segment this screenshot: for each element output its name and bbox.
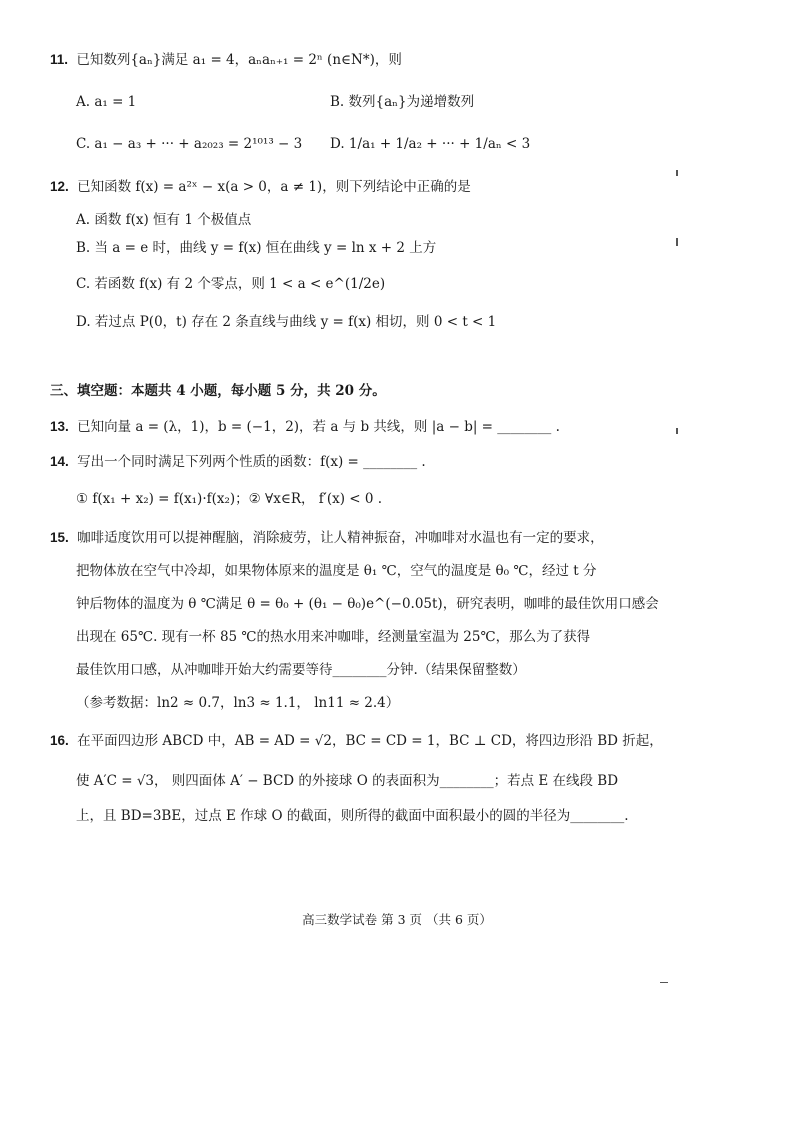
q11-option-b: B. 数列{aₙ}为递增数列 xyxy=(330,94,475,110)
q12-option-b: B. 当 a = e 时，曲线 y = f(x) 恒在曲线 y = ln x + 2 上方 xyxy=(76,240,437,256)
q16-line-2: 使 A′C = √3， 则四面体 A′ − BCD 的外接球 O 的表面积为________；若点 E 在线段 BD xyxy=(76,773,619,789)
q15-line-6: （参考数据：ln2 ≈ 0.7，ln3 ≈ 1.1， ln11 ≈ 2.4） xyxy=(76,695,400,711)
q15-text-1: 咖啡适度饮用可以提神醒脑，消除疲劳，让人精神振奋，冲咖啡对水温也有一定的要求， xyxy=(77,530,604,546)
q13-text: 已知向量 a = (λ，1)，b = (−1，2)，若 a 与 b 共线，则 |a − b| = ________ . xyxy=(77,419,560,435)
q13-line xyxy=(50,417,560,437)
q11-number: 11. xyxy=(50,52,69,67)
q15-line-4: 出现在 65℃. 现有一杯 85 ℃的热水用来冲咖啡，经测量室温为 25℃，那么为了获得 xyxy=(76,629,591,645)
q12-option-d: D. 若过点 P(0，t) 存在 2 条直线与曲线 y = f(x) 相切，则 0 < t < 1 xyxy=(76,314,497,330)
q12-stem-line xyxy=(50,177,471,197)
q12-option-a: A. 函数 f(x) 恒有 1 个极值点 xyxy=(76,212,252,228)
q12-stem: 已知函数 f(x) = a²ˣ − x(a > 0，a ≠ 1)，则下列结论中正确的是 xyxy=(77,179,471,195)
q11-option-a: A. a₁ = 1 xyxy=(76,94,137,110)
scan-mark xyxy=(660,982,668,983)
q12-number: 12. xyxy=(50,179,69,194)
q14-line-1 xyxy=(50,452,426,472)
q16-text-1: 在平面四边形 ABCD 中，AB = AD = √2，BC = CD = 1，BC ⊥ CD，将四边形沿 BD 折起， xyxy=(77,733,663,749)
page-footer: 高三数学试卷 第 3 页 （共 6 页） xyxy=(302,912,492,927)
q13-number: 13. xyxy=(50,419,69,434)
q15-line-1 xyxy=(50,528,604,548)
q11-stem-line xyxy=(50,50,402,70)
q15-line-2: 把物体放在空气中冷却，如果物体原来的温度是 θ₁ ℃，空气的温度是 θ₀ ℃，经过 t 分 xyxy=(76,563,597,579)
section-3-heading: 三、填空题：本题共 4 小题，每小题 5 分，共 20 分。 xyxy=(50,383,386,399)
q14-text-1: 写出一个同时满足下列两个性质的函数：f(x) = ________ . xyxy=(77,454,426,470)
scan-mark xyxy=(676,428,678,434)
q15-line-5: 最佳饮用口感，从冲咖啡开始大约需要等待________分钟.（结果保留整数） xyxy=(76,662,526,678)
q16-line-1 xyxy=(50,731,663,751)
q14-line-2: ① f(x₁ + x₂) = f(x₁)·f(x₂)；② ∀x∈R， f′(x) < 0 . xyxy=(76,491,383,507)
scan-mark xyxy=(676,170,678,176)
q14-number: 14. xyxy=(50,454,69,469)
q15-line-3: 钟后物体的温度为 θ ℃满足 θ = θ₀ + (θ₁ − θ₀)e^(−0.05t)，研究表明，咖啡的最佳饮用口感会 xyxy=(76,596,659,612)
q11-option-d: D. 1/a₁ + 1/a₂ + ··· + 1/aₙ < 3 xyxy=(330,136,531,152)
scan-mark xyxy=(676,238,678,246)
q15-number: 15. xyxy=(50,530,69,545)
q12-option-c: C. 若函数 f(x) 有 2 个零点，则 1 < a < e^(1/2e) xyxy=(76,276,386,292)
q16-line-3: 上，且 BD=3BE，过点 E 作球 O 的截面，则所得的截面中面积最小的圆的半径为________. xyxy=(76,808,629,824)
q11-option-c: C. a₁ − a₃ + ··· + a₂₀₂₃ = 2¹⁰¹³ − 3 xyxy=(76,136,303,152)
q16-number: 16. xyxy=(50,733,69,748)
q11-stem: 已知数列{aₙ}满足 a₁ = 4，aₙaₙ₊₁ = 2ⁿ (n∈N*)，则 xyxy=(76,52,402,68)
